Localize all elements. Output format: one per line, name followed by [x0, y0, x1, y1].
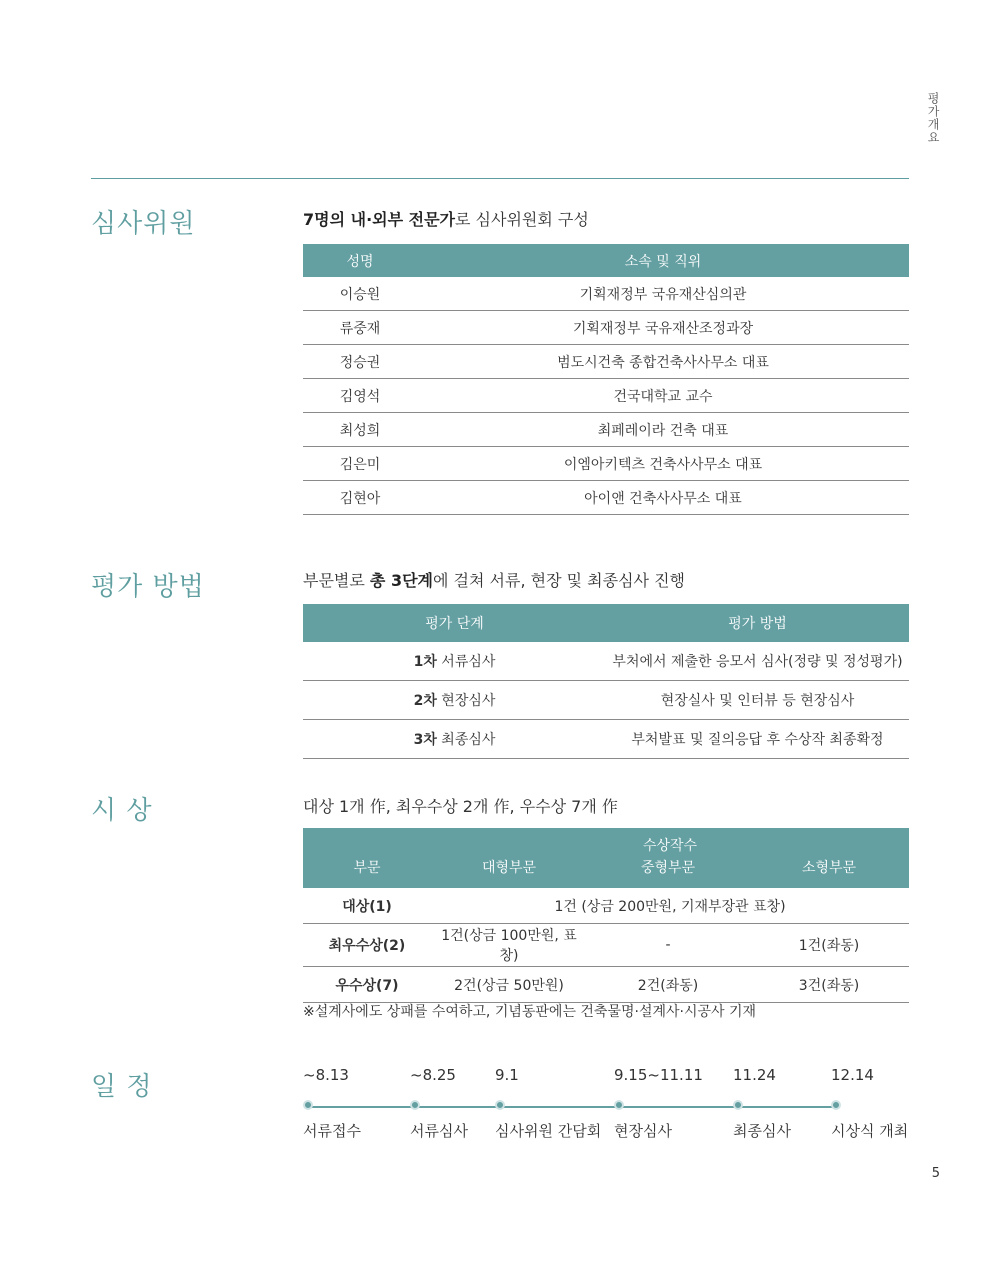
member-position: 기획재정부 국유재산심의관: [417, 277, 909, 311]
timeline-date: 11.24: [733, 1066, 776, 1084]
member-position: 이엠아키텍츠 건축사사무소 대표: [417, 447, 909, 481]
table-row: [303, 967, 909, 1003]
schedule-timeline: [303, 1066, 909, 1156]
method-intro: [303, 568, 685, 591]
award-small: 1건(좌동): [749, 924, 909, 967]
method-title: 평가 방법: [91, 572, 205, 602]
table-row: [303, 277, 909, 311]
table-row: [303, 447, 909, 481]
awards-table: [303, 828, 909, 1003]
award-value: 1건 (상금 200만원, 기재부장관 표창): [431, 888, 909, 924]
timeline-date: 12.14: [831, 1066, 874, 1084]
member-position: 최페레이라 건축 대표: [417, 413, 909, 447]
timeline-dot: [614, 1100, 624, 1110]
committee-header-name: 성명: [303, 244, 417, 277]
stage-number: 1차: [413, 654, 437, 670]
award-large: 1건(상금 100만원, 표창): [431, 924, 587, 967]
timeline-label: 서류접수: [303, 1122, 361, 1140]
awards-header-blank: [303, 828, 431, 856]
table-row: [303, 888, 909, 924]
member-name: 최성희: [303, 413, 417, 447]
member-name: 김현아: [303, 481, 417, 515]
awards-header-medium: 중형부문: [587, 856, 749, 888]
awards-header-row: [303, 856, 909, 888]
stage-cell: [303, 642, 606, 681]
timeline-date: 9.1: [495, 1066, 519, 1084]
top-divider: [91, 178, 909, 179]
awards-group-header: 수상작수: [431, 828, 909, 856]
award-name: 대상(1): [303, 888, 431, 924]
timeline-label: 최종심사: [733, 1122, 791, 1140]
committee-header-position: 소속 및 직위: [417, 244, 909, 277]
award-name: 최우수상(2): [303, 924, 431, 967]
timeline-dot: [495, 1100, 505, 1110]
timeline-label: 심사위원 간담회: [495, 1122, 602, 1140]
awards-header-large: 대형부문: [431, 856, 587, 888]
stage-name: 최종심사: [436, 732, 496, 748]
page-number: 5: [931, 1166, 940, 1181]
member-position: 범도시건축 종합건축사사무소 대표: [417, 345, 909, 379]
timeline-dot: [303, 1100, 313, 1110]
method-intro-rest: 에 걸쳐 서류, 현장 및 최종심사 진행: [433, 571, 685, 590]
stage-cell: [303, 720, 606, 759]
timeline-dot: [831, 1100, 841, 1110]
member-name: 김영석: [303, 379, 417, 413]
method-table: [303, 604, 909, 759]
schedule-title: 일 정: [91, 1072, 153, 1102]
method-cell: 현장실사 및 인터뷰 등 현장심사: [606, 681, 909, 720]
timeline-dot: [733, 1100, 743, 1110]
member-position: 아이앤 건축사사무소 대표: [417, 481, 909, 515]
member-position: 건국대학교 교수: [417, 379, 909, 413]
award-small: 3건(좌동): [749, 967, 909, 1003]
table-row: [303, 924, 909, 967]
method-cell: 부처에서 제출한 응모서 심사(정량 및 정성평가): [606, 642, 909, 681]
awards-title: 시 상: [91, 796, 153, 826]
stage-name: 서류심사: [436, 654, 496, 670]
stage-name: 현장심사: [436, 693, 496, 709]
table-row: [303, 481, 909, 515]
table-row: [303, 642, 909, 681]
timeline-dot: [410, 1100, 420, 1110]
timeline-label: 서류심사: [410, 1122, 468, 1140]
award-name: 우수상(7): [303, 967, 431, 1003]
member-name: 이승원: [303, 277, 417, 311]
awards-intro: 대상 1개 作, 최우수상 2개 作, 우수상 7개 作: [303, 797, 618, 816]
timeline-line: [309, 1106, 837, 1108]
table-row: [303, 311, 909, 345]
member-name: 정승권: [303, 345, 417, 379]
member-name: 김은미: [303, 447, 417, 481]
award-large: 2건(상금 50만원): [431, 967, 587, 1003]
table-row: [303, 413, 909, 447]
committee-intro: [303, 207, 589, 230]
award-medium: 2건(좌동): [587, 967, 749, 1003]
table-row: [303, 720, 909, 759]
awards-header-small: 소형부문: [749, 856, 909, 888]
timeline-label: 시상식 개최: [831, 1122, 909, 1140]
method-header-method: 평가 방법: [606, 604, 909, 642]
awards-header-category: 부문: [303, 856, 431, 888]
committee-header-row: [303, 244, 909, 277]
committee-intro-rest: 로 심사위원회 구성: [455, 210, 589, 229]
method-intro-bold: 총 3단계: [369, 571, 433, 590]
timeline-date: 9.15~11.11: [614, 1066, 703, 1084]
table-row: [303, 681, 909, 720]
table-row: [303, 345, 909, 379]
method-intro-pre: 부문별로: [303, 571, 370, 590]
timeline-date: ~8.25: [410, 1066, 456, 1084]
table-row: [303, 379, 909, 413]
committee-intro-bold: 7명의 내·외부 전문가: [303, 210, 455, 229]
method-header-stage: 평가 단계: [303, 604, 606, 642]
awards-note: ※설계사에도 상패를 수여하고, 기념동판에는 건축물명·설계사·시공사 기재: [303, 1004, 757, 1020]
awards-group-header-row: [303, 828, 909, 856]
timeline-label: 현장심사: [614, 1122, 672, 1140]
committee-table: [303, 244, 909, 515]
award-medium: -: [587, 924, 749, 967]
stage-cell: [303, 681, 606, 720]
member-position: 기획재정부 국유재산조정과장: [417, 311, 909, 345]
side-label: 평가개요: [926, 92, 940, 144]
member-name: 류중재: [303, 311, 417, 345]
timeline-date: ~8.13: [303, 1066, 349, 1084]
method-header-row: [303, 604, 909, 642]
stage-number: 3차: [413, 732, 437, 748]
stage-number: 2차: [413, 693, 437, 709]
method-cell: 부처발표 및 질의응답 후 수상작 최종확정: [606, 720, 909, 759]
committee-title: 심사위원: [91, 209, 196, 239]
